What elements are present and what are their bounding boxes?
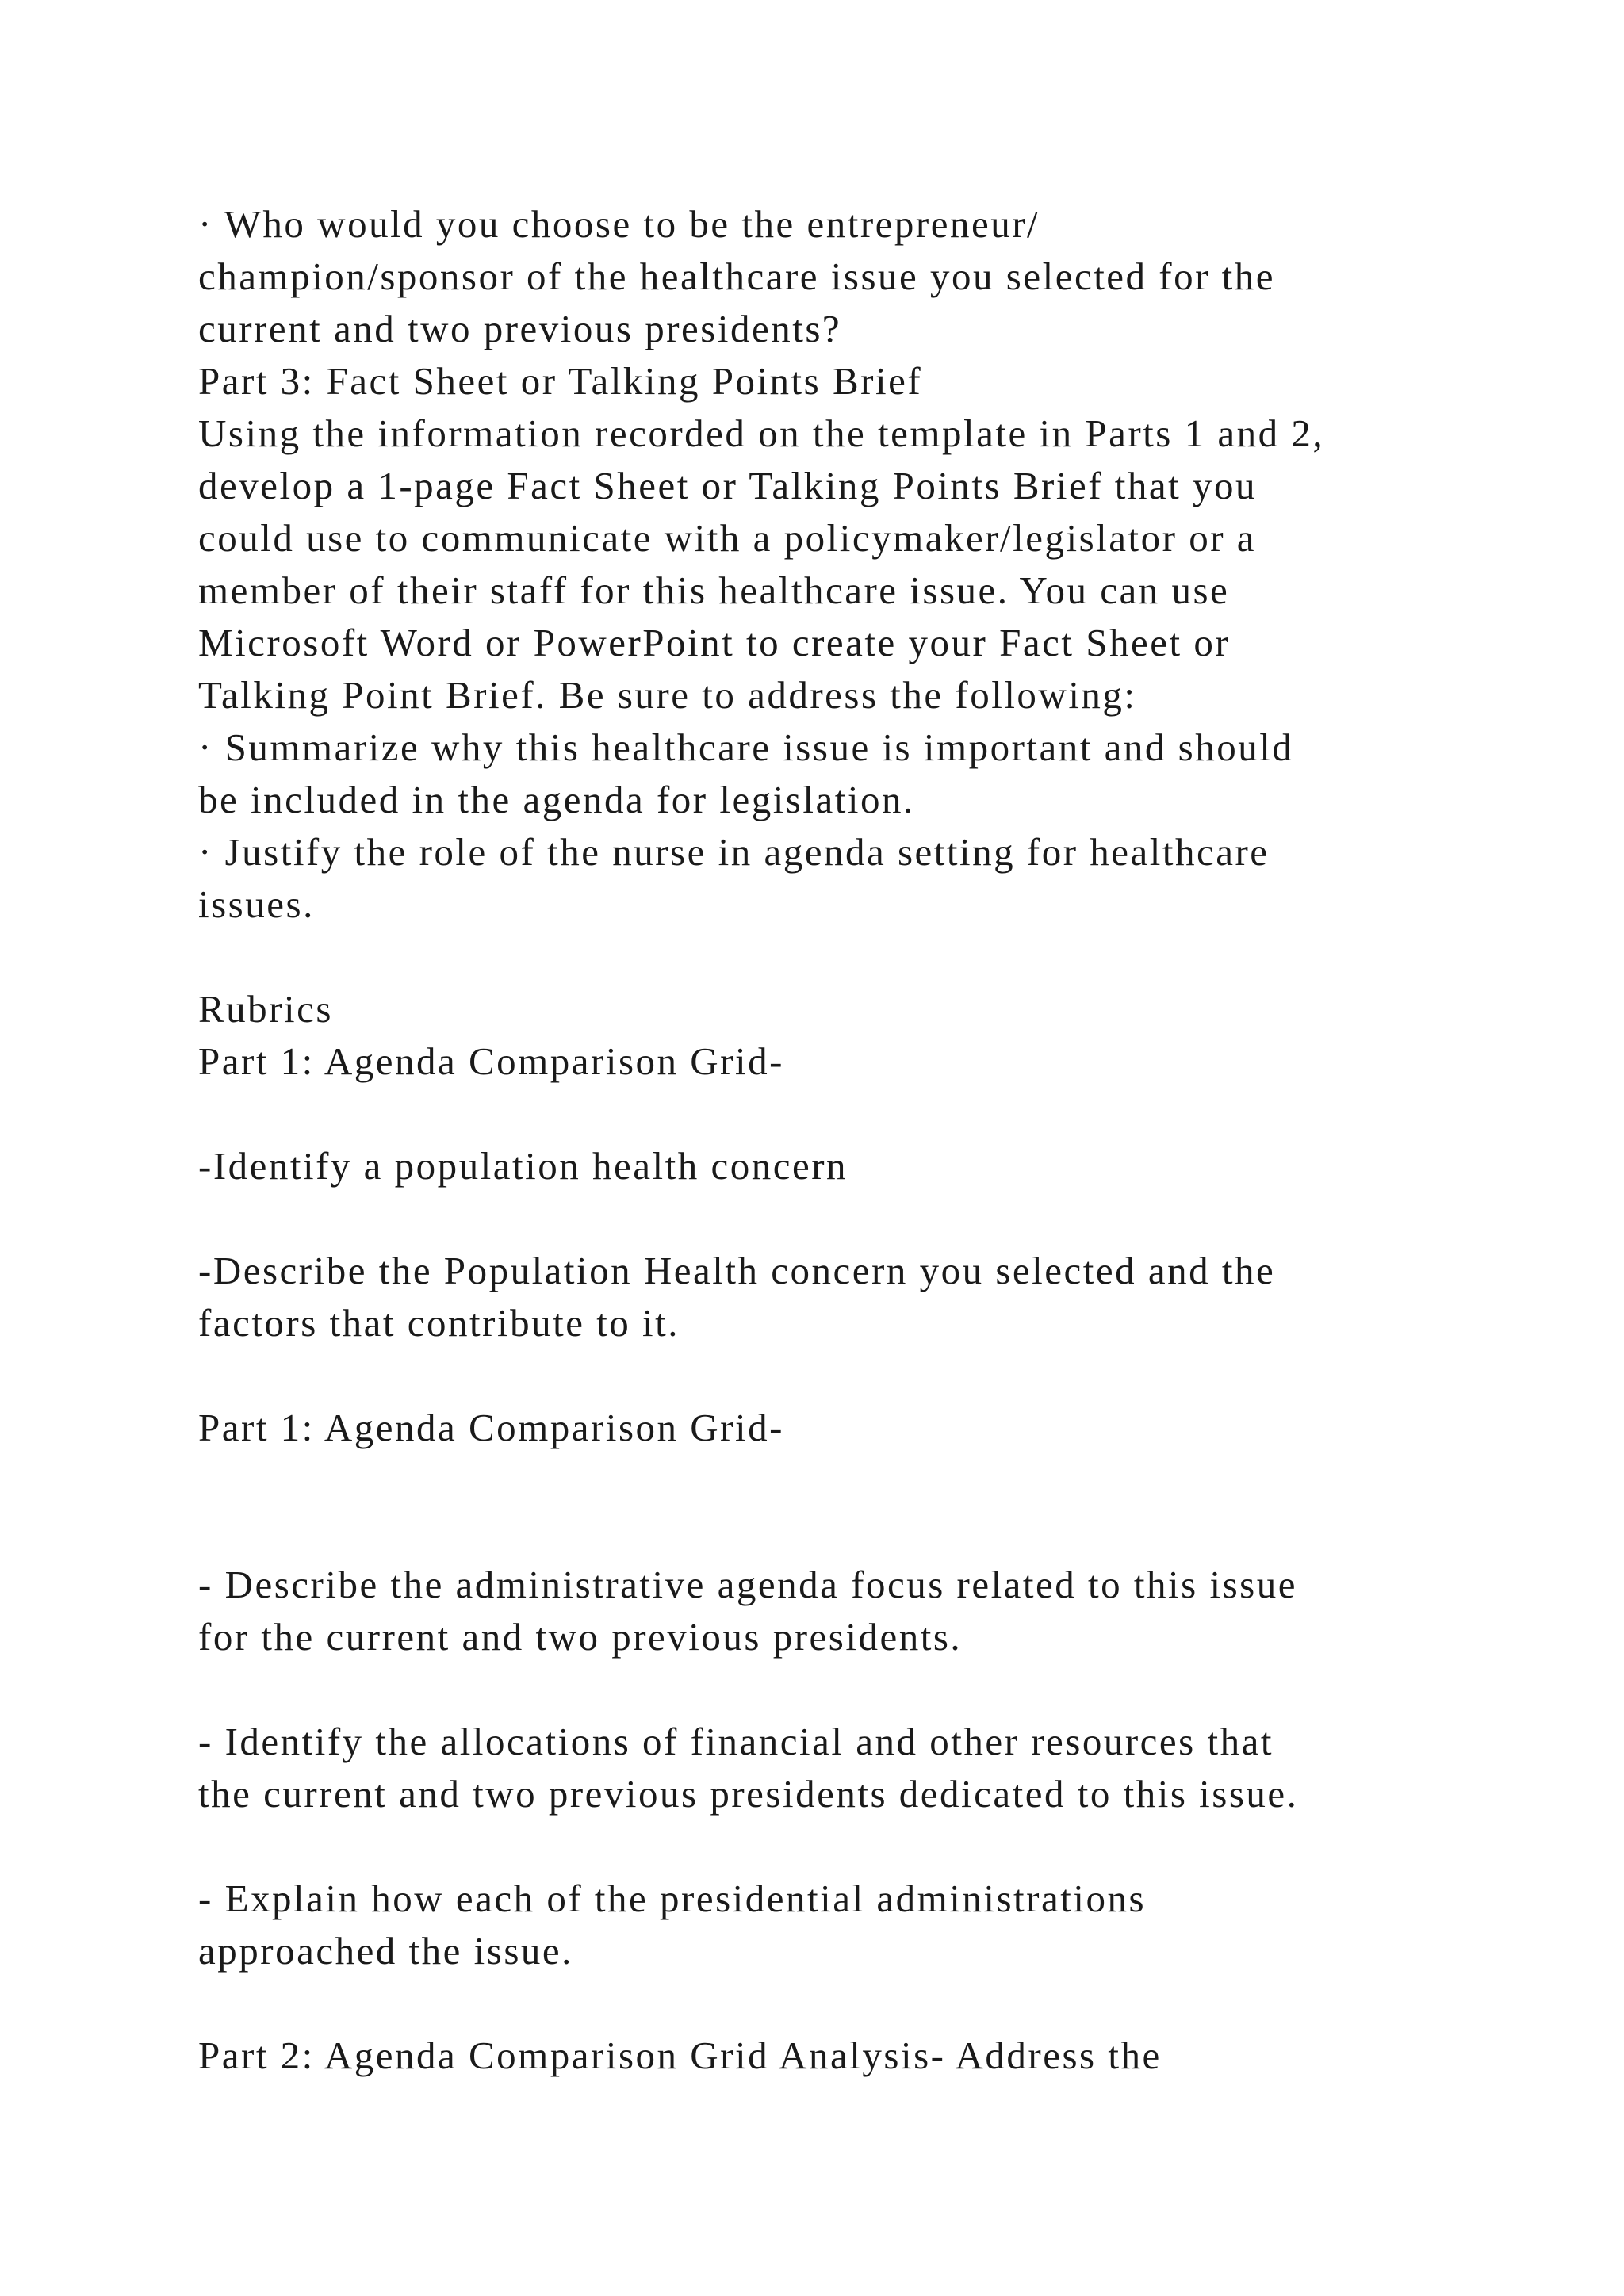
rubric-part-1-heading: Part 1: Agenda Comparison Grid-: [198, 1039, 784, 1083]
rubric-describe-agenda-line-1: - Describe the administrative agenda focus related to this issue: [198, 1563, 1297, 1606]
rubric-part-2-heading: Part 2: Agenda Comparison Grid Analysis- Address the: [198, 2034, 1162, 2077]
bullet-entrepreneur-question-line-3: current and two previous presidents?: [198, 307, 842, 350]
bullet-entrepreneur-question-line-2: champion/sponsor of the healthcare issue you selected for the: [198, 254, 1276, 298]
part-3-paragraph-line-1: Using the information recorded on the template in Parts 1 and 2,: [198, 411, 1325, 455]
bullet-justify-line-1: · Justify the role of the nurse in agenda setting for healthcare: [198, 830, 1270, 874]
bullet-summarize-line-1: · Summarize why this healthcare issue is important and should: [198, 725, 1294, 769]
rubrics-heading: Rubrics: [198, 987, 333, 1031]
part-3-paragraph-line-3: could use to communicate with a policymaker/legislator or a: [198, 516, 1257, 560]
part-3-heading: Part 3: Fact Sheet or Talking Points Brief: [198, 359, 923, 403]
bullet-summarize-line-2: be included in the agenda for legislation.: [198, 778, 915, 821]
bullet-justify-line-2: issues.: [198, 882, 315, 926]
blank-line: [198, 1192, 1546, 1245]
blank-line: [198, 1820, 1546, 1873]
document-body: [198, 198, 1546, 2082]
blank-line: [198, 931, 1546, 983]
blank-line: [198, 1977, 1546, 2030]
part-3-paragraph-line-5: Microsoft Word or PowerPoint to create your Fact Sheet or: [198, 621, 1231, 664]
blank-line: [198, 1454, 1546, 1506]
rubric-identify-allocations-line-1: - Identify the allocations of financial and other resources that: [198, 1720, 1274, 1763]
rubric-identify-allocations-line-2: the current and two previous presidents dedicated to this issue.: [198, 1772, 1299, 1816]
rubric-describe-concern-line-1: -Describe the Population Health concern you selected and the: [198, 1249, 1276, 1292]
rubric-describe-concern-line-2: factors that contribute to it.: [198, 1301, 680, 1345]
part-3-paragraph-line-2: develop a 1-page Fact Sheet or Talking Points Brief that you: [198, 464, 1258, 507]
rubric-describe-agenda-line-2: for the current and two previous presidents.: [198, 1615, 963, 1659]
part-3-paragraph-line-6: Talking Point Brief. Be sure to address the following:: [198, 673, 1137, 717]
rubric-explain-approach-line-2: approached the issue.: [198, 1929, 573, 1973]
blank-line: [198, 1088, 1546, 1140]
rubric-part-1-heading-repeat: Part 1: Agenda Comparison Grid-: [198, 1406, 784, 1449]
part-3-paragraph-line-4: member of their staff for this healthcare issue. You can use: [198, 568, 1230, 612]
blank-line: [198, 1349, 1546, 1402]
blank-line: [198, 1506, 1546, 1559]
bullet-entrepreneur-question-line-1: · Who would you choose to be the entrepreneur/: [198, 202, 1040, 246]
blank-line: [198, 1663, 1546, 1716]
rubric-explain-approach-line-1: - Explain how each of the presidential administrations: [198, 1877, 1147, 1920]
rubric-identify-concern: -Identify a population health concern: [198, 1144, 848, 1188]
